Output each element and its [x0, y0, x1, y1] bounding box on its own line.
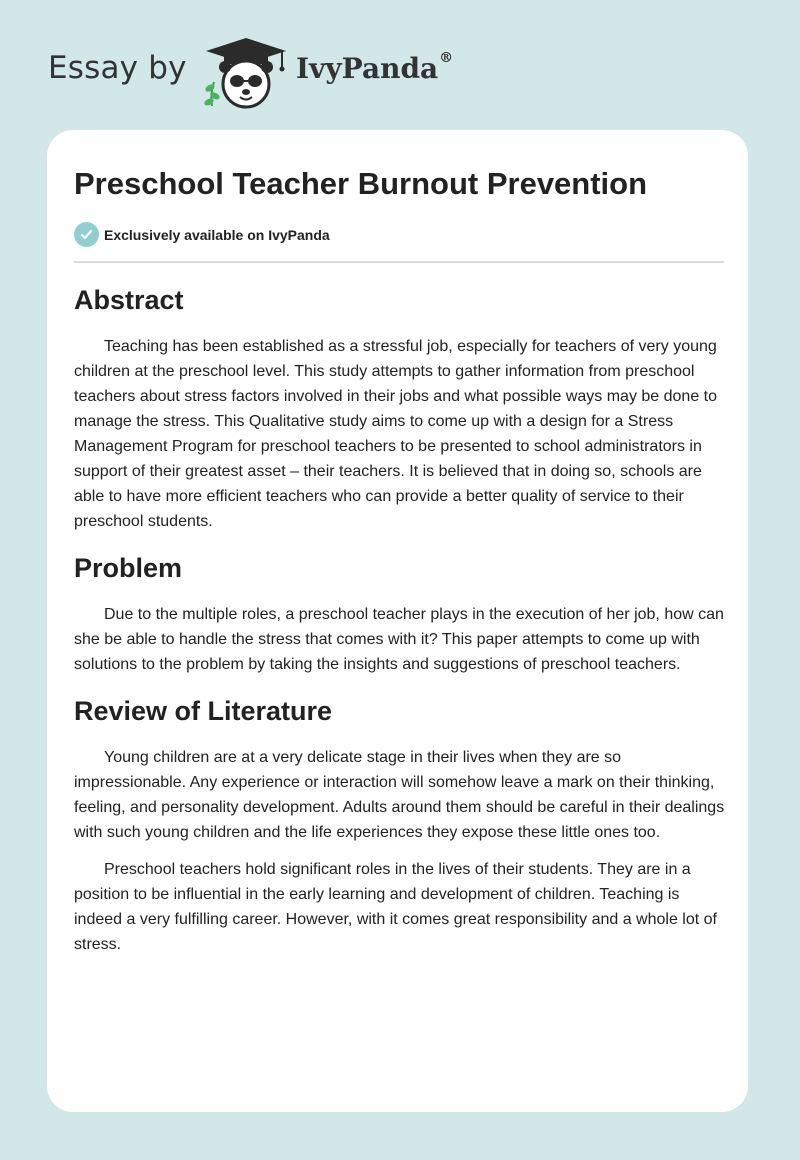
title-divider: [74, 261, 724, 263]
section-problem: [74, 548, 726, 677]
exclusive-badge: [74, 222, 330, 247]
brand-prefix: Essay by: [48, 50, 187, 86]
panda-logo-icon[interactable]: [200, 36, 292, 110]
paragraph: Young children are at a very delicate stage in their lives when they are so impressionable. Any experience or interaction will somehow leave a mark on their thinking, feeling, and personality development. Adults around them should be careful in their dealings with such young children and the life experiences they expose these little ones too.: [74, 749, 725, 841]
essay-body: [74, 280, 726, 969]
paragraph: Teaching has been established as a stressful job, especially for teachers of very young children at the preschool level. This study attempts to gather information from preschool teachers about stress factors involved in their jobs and what possible ways may be done to manage the stress. This Qualitative study aims to come up with a design for a Stress Management Program for preschool teachers to be presented to school administrators in support of their greatest asset – their teachers. It is believed that in doing so, schools are able to have more efficient teachers who can provide a better quality of service to their preschool students.: [74, 338, 718, 530]
exclusive-badge-label: Exclusively available on IvyPanda: [104, 226, 330, 243]
registered-mark: ®: [439, 49, 454, 66]
checkmark-icon: [74, 222, 99, 247]
brand-name[interactable]: IvyPanda®: [296, 49, 454, 85]
section-review-of-literature: [74, 691, 726, 957]
essay-card: [47, 130, 748, 1112]
paragraph: Preschool teachers hold significant roles in the lives of their students. They are in a position to be influential in the early learning and development of children. Teaching is indeed a very fulfilling career. However, with it comes great responsibility and a whole lot of stress.: [74, 861, 717, 953]
page-title: Preschool Teacher Burnout Prevention: [74, 166, 648, 201]
site-header: [0, 0, 800, 130]
section-heading: Abstract: [74, 285, 184, 315]
paragraph: Due to the multiple roles, a preschool teacher plays in the execution of her job, how can she be able to handle the stress that comes with it? This paper attempts to come up with solutions to the problem by taking the insights and suggestions of preschool teachers.: [74, 606, 724, 673]
section-abstract: [74, 280, 726, 534]
section-heading: Problem: [74, 553, 183, 583]
section-heading: Review of Literature: [74, 696, 333, 726]
